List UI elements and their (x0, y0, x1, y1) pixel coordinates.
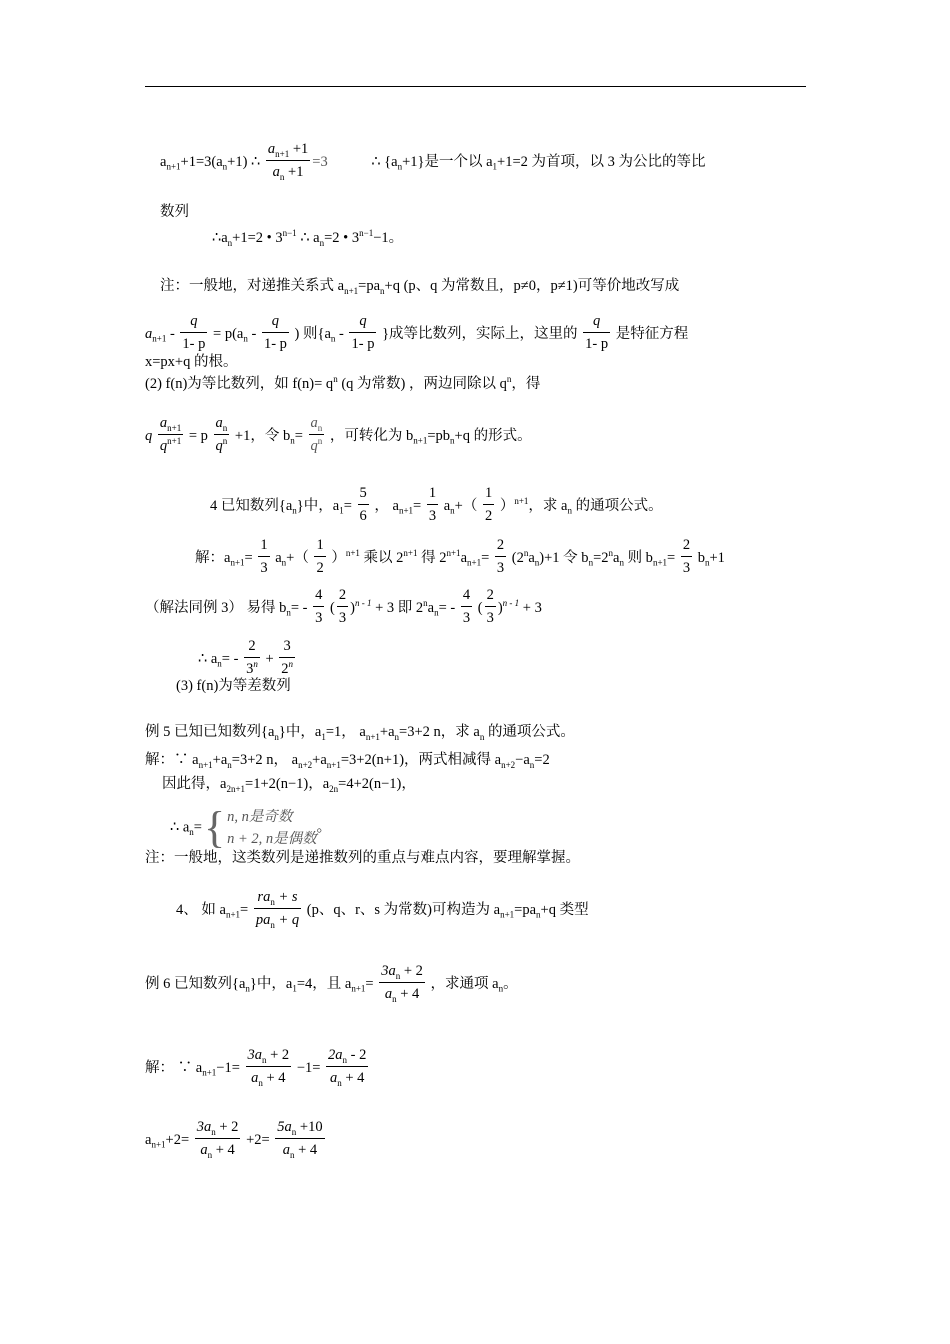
line-15: 解：∵ $a_{n+1}+a_n=3+2$ n， $a_{n+2}+a_{n+1}=3+2(n+1)$，两式相减得 $a_{n+2}-a_n=2$ (145, 752, 550, 770)
line-11: （解法同例 3） 易得 $b_n=$ - $\frac{4}{3}$ ( $\frac{2}{3}$ )$^{n - 1}$ + 3 即 $2^na_n=$ - $\frac{4}{3}$ ( $\frac{2}{3}$ )$^{n - 1}$ + 3 (145, 586, 542, 631)
line-13: (3) f(n)为等差数列 (176, 678, 291, 694)
line-21: 解： ∵ $a_{n+1}-1=$ $\frac{3a_n + 2}{a_n + 4}$ −1= $\frac{2a_n - 2}{a_n + 4}$ (145, 1046, 370, 1091)
line-3: $\therefore a_n+1=2$ • $3^{n-1}$ ∴ $a_n=2$ • $3^{n-1}-1$。 (212, 228, 404, 248)
line-9: 4 已知数列$\{a_n\}$中，$a_1=$ $\frac{5}{6}$ ， $a_{n+1}=$ $\frac{1}{3}$ $a_n+$（ $\frac{1}{2}$ ）$^{n+1}$，求 $a_n$ 的通项公式。 (210, 484, 663, 529)
line-16: 因此得，$a_{2n+1}=1+2(n-1)$，$a_{2n}=4+2(n-1)$， (162, 776, 416, 794)
line-6: x=px+q 的根。 (145, 354, 238, 370)
line-22: $a_{n+1}+2=$ $\frac{3a_n + 2}{a_n + 4}$ +2= $\frac{5a_n +10}{a_n + 4}$ (145, 1118, 327, 1163)
line-19: 4、 如 $a_{n+1}=$ $\frac{ra_n + s}{pa_n + q}$ (p、q、r、s 为常数)可构造为 $a_{n+1}=pa_n+q$ 类型 (176, 888, 589, 933)
line-17: ∴ $a_n=${ n, n是奇数 n + 2, n是偶数 。 (170, 803, 332, 852)
line-12: ∴ $a_n=$ - $\frac{2}{3^n}$ + $\frac{3}{2^n}$ (198, 637, 297, 682)
line-10: 解：$a_{n+1}=$ $\frac{1}{3}$ $a_n+$（ $\frac{1}{2}$ ）$^{n+1}$ 乘以 $2^{n+1}$ 得 $2^{n+1}a_{n+1}=$ $\frac{2}{3}$ $(2^na_n)+1$ 令 $b_n=2^na_n$ 则 $b_{n+1}=$ $\frac{2}{3}$ $b_n+1$ (195, 536, 725, 581)
line-1: $a_{n+1}+1=3(a_n+1)$ ∴ $\frac{a_{n+1} +1}{a_n +1}$ =3 ∴ $\{a_n+1\}$是一个以 $a_1+1=2$ 为首项，以 3 为公比的等比 (160, 140, 706, 185)
fraction: $\frac{a_{n+1} +1}{a_n +1}$ (266, 138, 310, 183)
line-4: 注：一般地，对递推关系式 $a_{n+1}=pa_n+q$ (p、q 为常数且，p≠0，p≠1)可等价地改写成 (160, 278, 680, 296)
line-20: 例 6 已知数列$\{a_n\}$中，$a_1=4$，且 $a_{n+1}=$ $\frac{3a_n + 2}{a_n + 4}$ ，求通项 $a_n$。 (145, 962, 518, 1007)
line-18: 注：一般地，这类数列是递推数列的重点与难点内容，要理解掌握。 (145, 850, 580, 866)
line-8: q $\frac{a_{n+1}}{q^{n+1}}$ = p $\frac{a_n}{q^n}$ +1，令 $b_n=$ $\frac{a_n}{q^n}$ ，可转化为 $b_{n+1}=pb_n+q$ 的形式。 (145, 414, 532, 459)
line-14: 例 5 已知已知数列$\{a_n\}$中，$a_1=1$， $a_{n+1}+a_n=3+2$ n，求 $a_n$ 的通项公式。 (145, 724, 575, 742)
line-2: 数列 (160, 204, 189, 220)
header-rule (145, 86, 806, 87)
line-7: (2) f(n)为等比数列，如 $f(n)= q^n$ (q 为常数) ，两边同除以 $q^n$，得 (145, 374, 541, 392)
line-5: $a_{n+1}$ - $\frac{q}{1- p}$ = $p(a_n$ - $\frac{q}{1- p}$ ) 则{$a_n$ - $\frac{q}{1- p}$ }成等比数列，实际上，这里的 $\frac{q}{1- p}$ 是特征方程 (145, 312, 688, 357)
